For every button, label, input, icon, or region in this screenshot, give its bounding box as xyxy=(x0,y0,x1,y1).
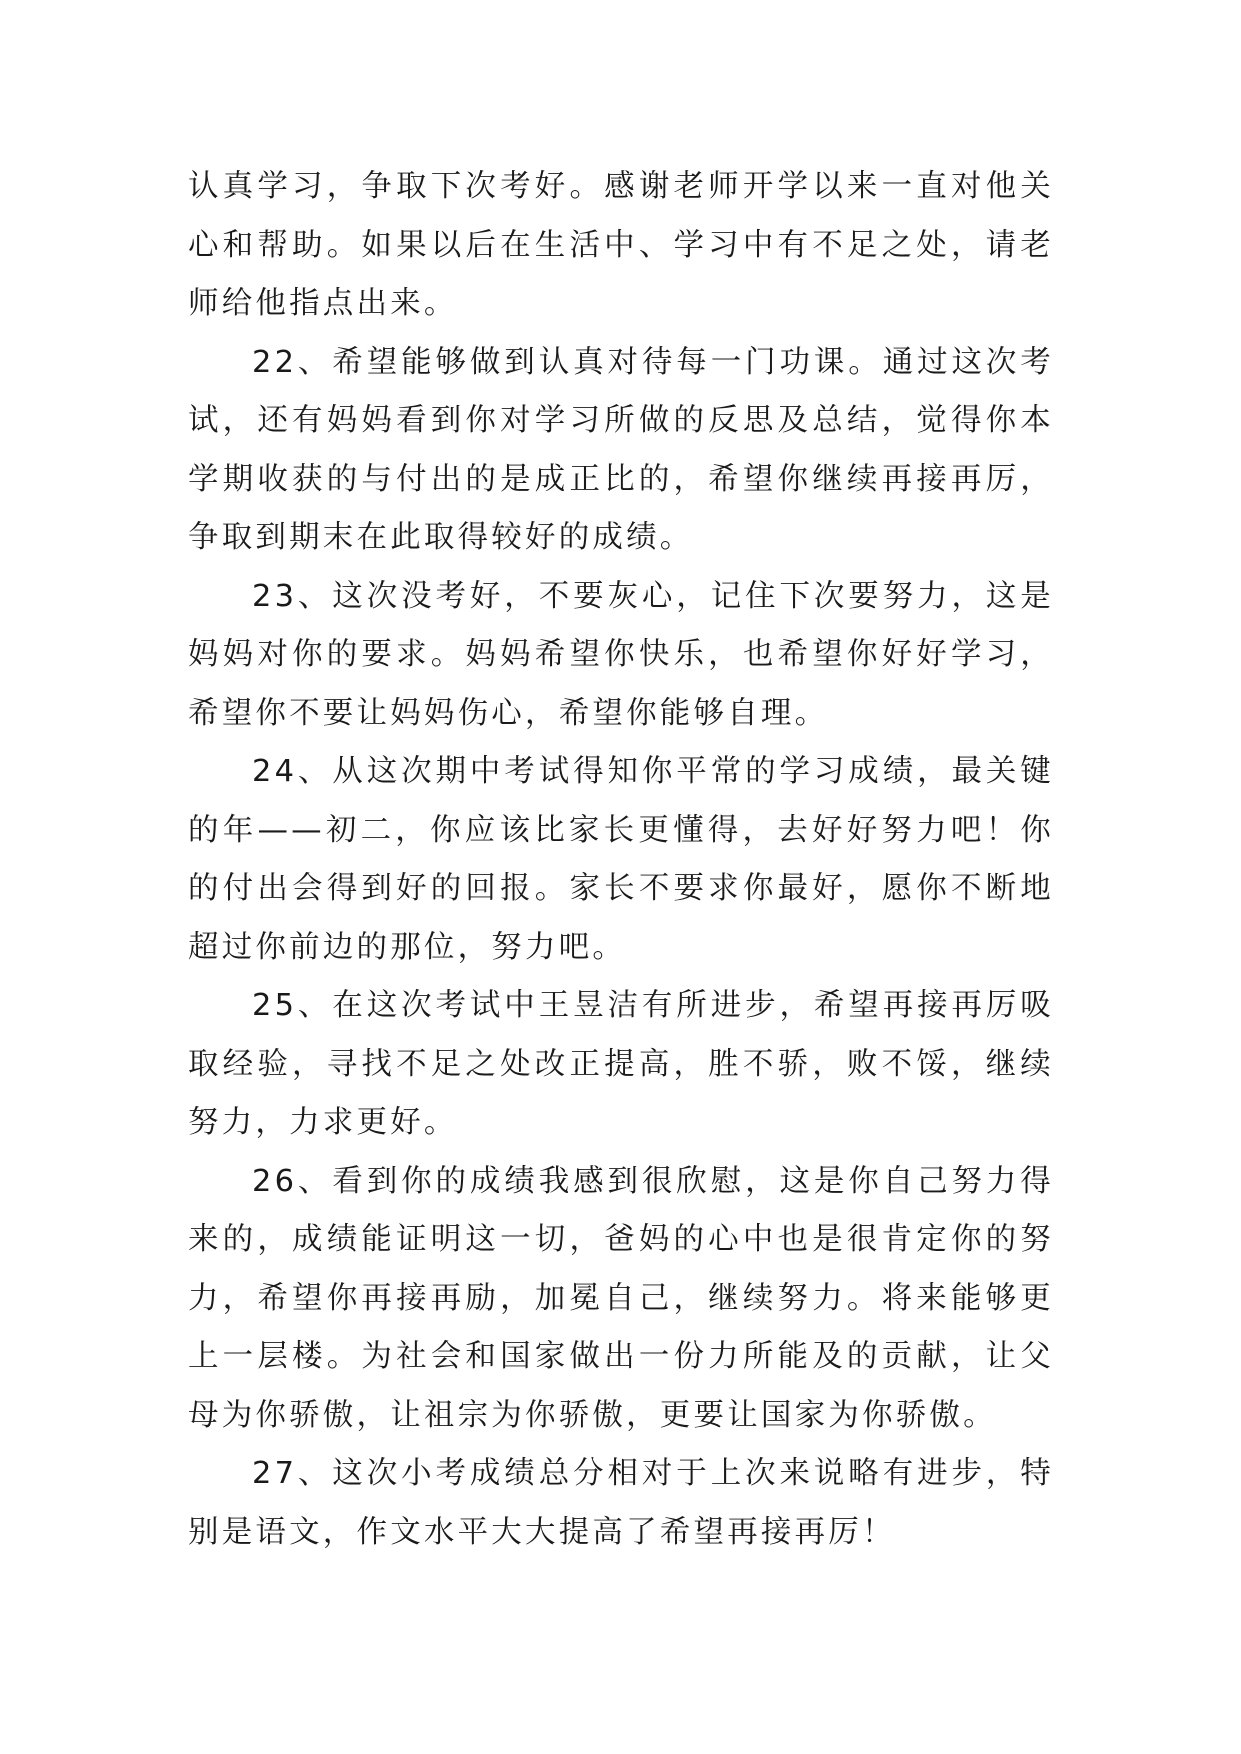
paragraph-23: 23、这次没考好，不要灰心，记住下次要努力，这是妈妈对你的要求。妈妈希望你快乐，也希望你好好学习，希望你不要让妈妈伤心，希望你能够自理。 xyxy=(188,578,1054,731)
paragraph-22: 22、希望能够做到认真对待每一门功课。通过这次考试，还有妈妈看到你对学习所做的反思及总结，觉得你本学期收获的与付出的是成正比的，希望你继续再接再厉，争取到期末在此取得较好的成绩。 xyxy=(188,344,1054,555)
paragraph-25: 25、在这次考试中王昱洁有所进步，希望再接再厉吸取经验，寻找不足之处改正提高，胜不骄，败不馁，继续努力，力求更好。 xyxy=(188,988,1054,1140)
paragraph-27: 27、这次小考成绩总分相对于上次来说略有进步，特别是语文，作文水平大大提高了希望再接再厉！ xyxy=(188,1456,1054,1550)
paragraph-24: 24、从这次期中考试得知你平常的学习成绩，最关键的年——初二，你应该比家长更懂得，去好好努力吧！你的付出会得到好的回报。家长不要求你最好，愿你不断地超过你前边的那位，努力吧。 xyxy=(188,754,1054,965)
document-page xyxy=(188,158,1054,1562)
paragraph-continuation: 认真学习，争取下次考好。感谢老师开学以来一直对他关心和帮助。如果以后在生活中、学习中有不足之处，请老师给他指点出来。 xyxy=(188,169,1054,321)
paragraph-26: 26、看到你的成绩我感到很欣慰，这是你自己努力得来的，成绩能证明这一切，爸妈的心中也是很肯定你的努力，希望你再接再励，加冕自己，继续努力。将来能够更上一层楼。为社会和国家做出一份力所能及的贡献，让父母为你骄傲，让祖宗为你骄傲，更要让国家为你骄傲。 xyxy=(188,1163,1054,1433)
